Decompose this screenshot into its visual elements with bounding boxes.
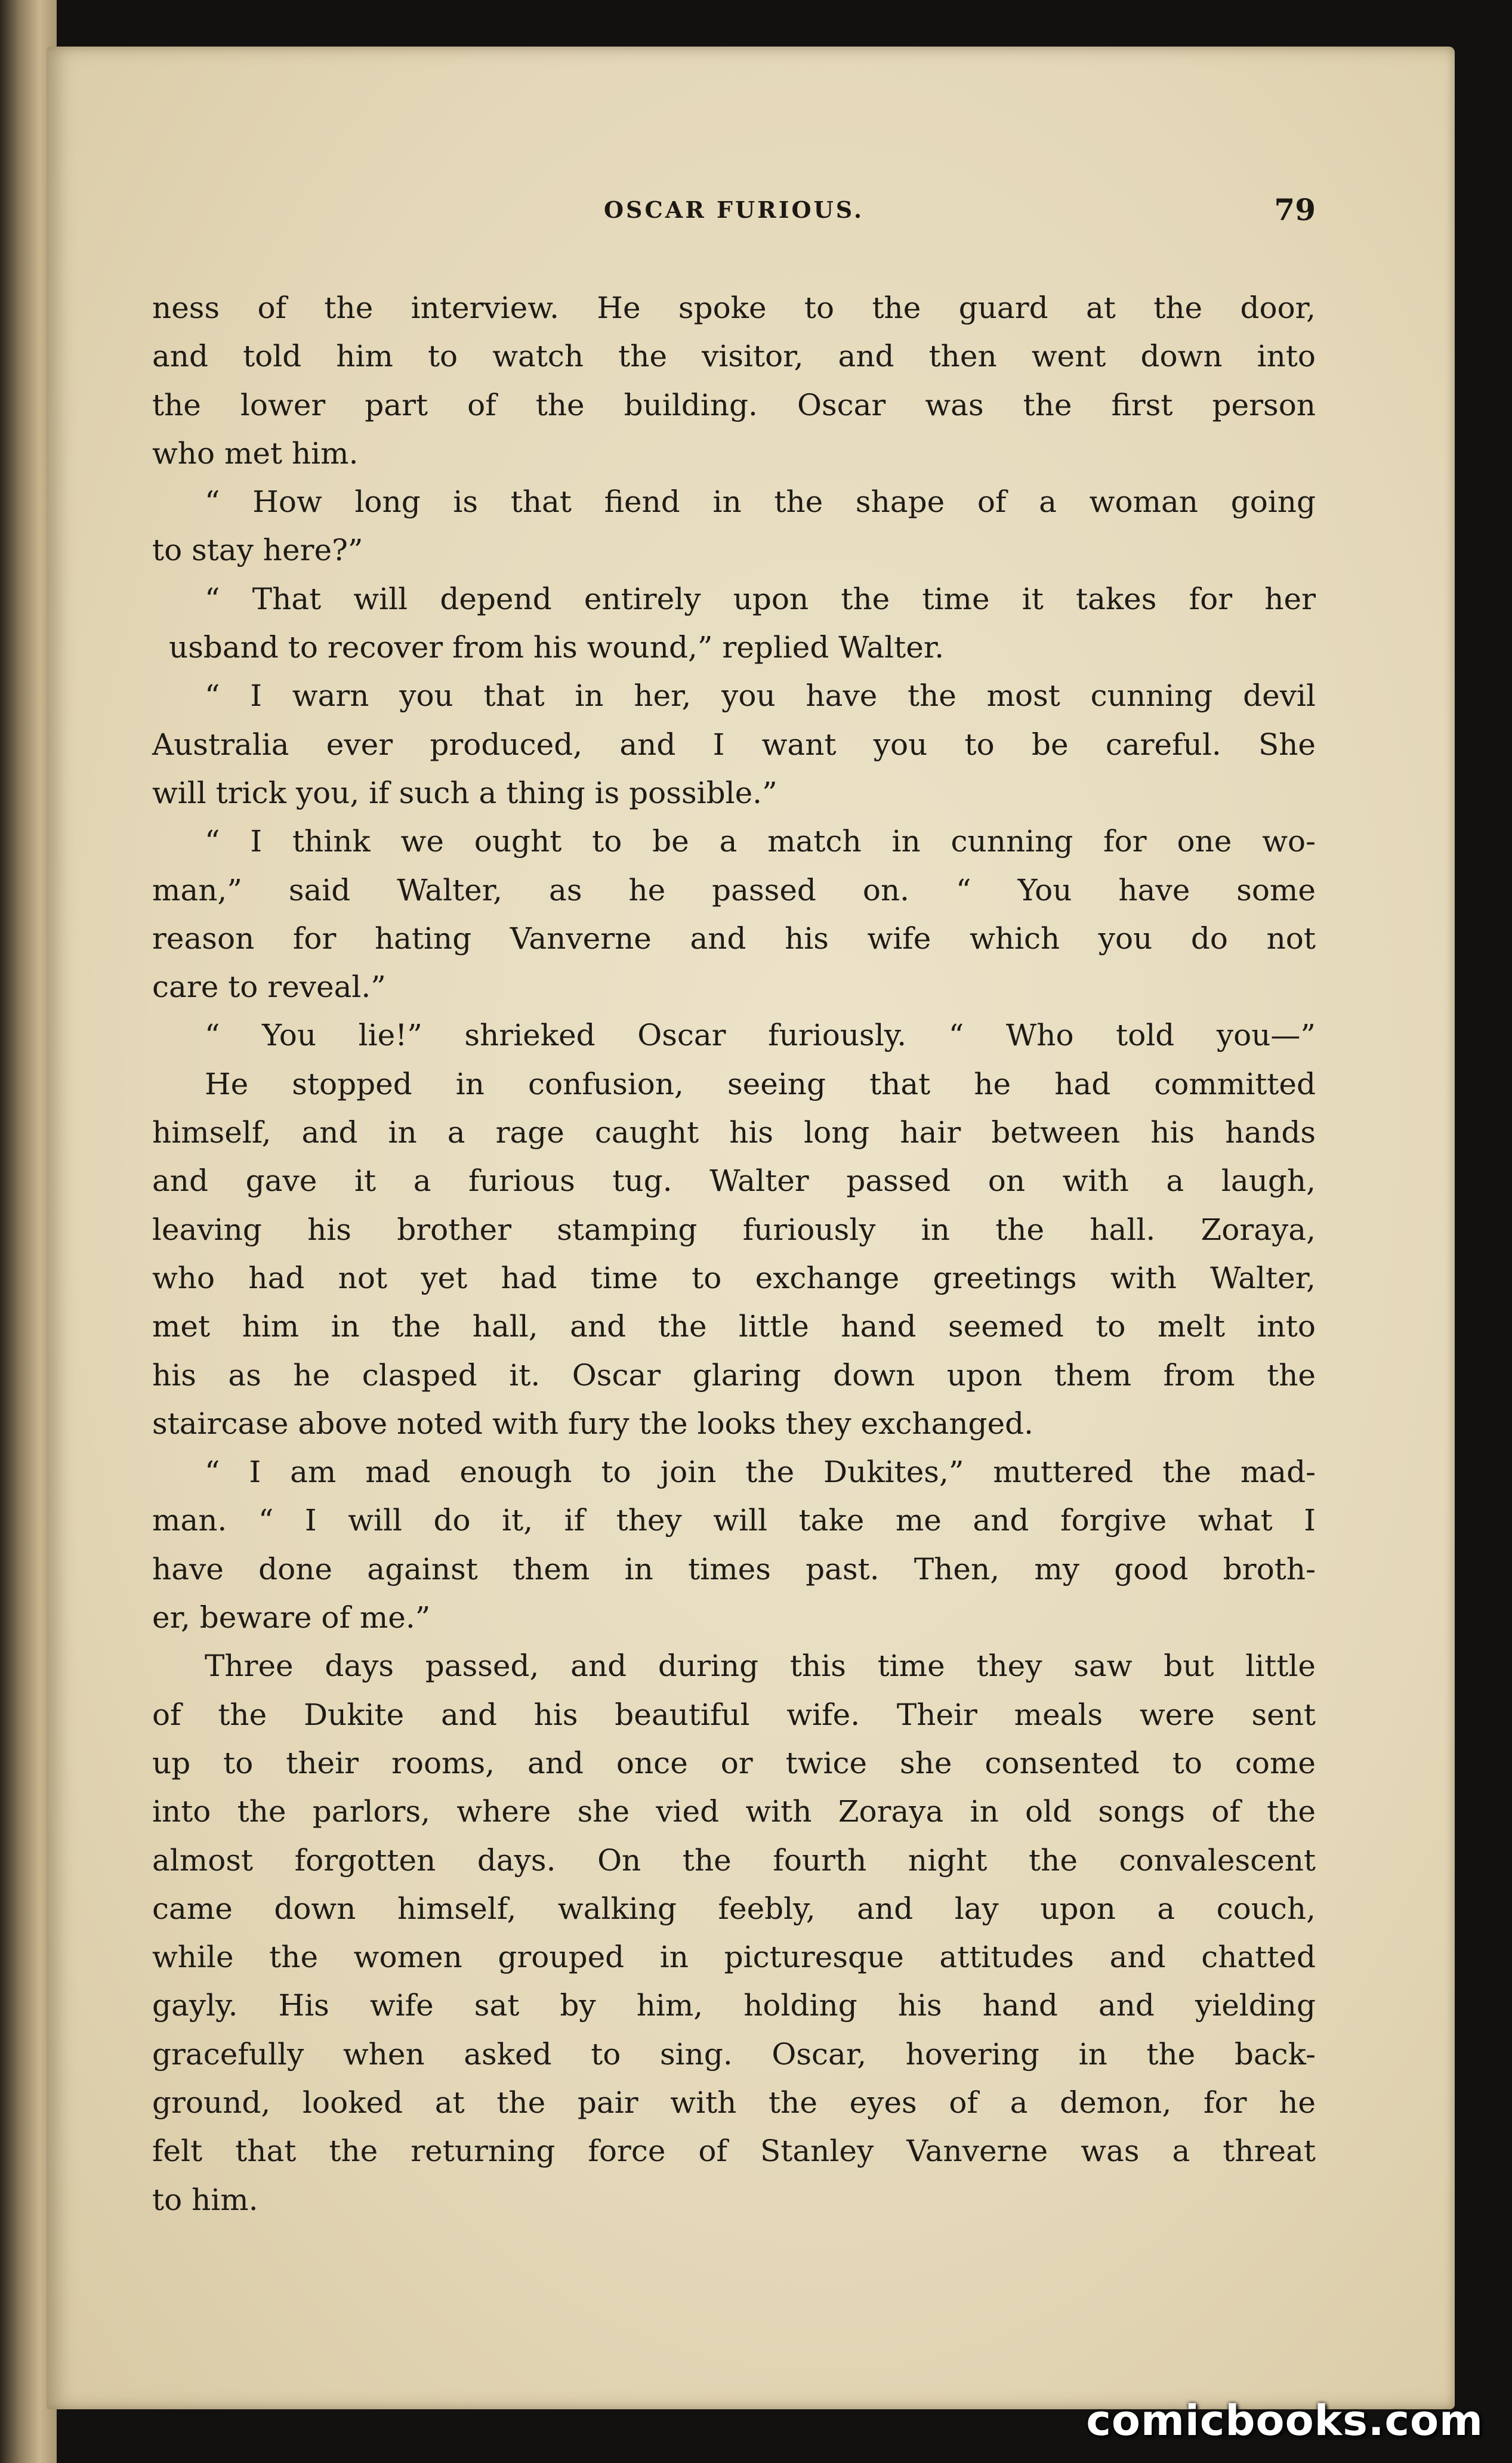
page-body-text [152,284,1316,2224]
text-line: of the Dukite and his beautiful wife. Their meals were sent [152,1697,1316,1732]
text-line: himself, and in a rage caught his long hair between his hands [152,1115,1316,1150]
text-line: man,” said Walter, as he passed on. “ You have some [152,872,1316,908]
text-line: to stay here?” [152,533,363,568]
text-line: “ You lie!” shrieked Oscar furiously. “ Who told you—” [205,1018,1316,1053]
text-line: the lower part of the building. Oscar was the first person [152,387,1316,422]
text-line: while the women grouped in picturesque attitudes and chatted [152,1940,1316,1975]
text-line: leaving his brother stamping furiously in the hall. Zoraya, [152,1212,1316,1247]
text-line: He stopped in confusion, seeing that he had committed [205,1066,1316,1101]
site-watermark: comicbooks.com [1086,2396,1483,2445]
text-line: have done against them in times past. Then, my good broth- [152,1551,1316,1587]
text-line: felt that the returning force of Stanley Vanverne was a threat [152,2134,1316,2169]
running-title: OSCAR FURIOUS. [603,196,865,223]
text-line: will trick you, if such a thing is possible.” [152,775,777,810]
text-line: “ I am mad enough to join the Dukites,” muttered the mad- [205,1455,1316,1490]
text-line: “ How long is that fiend in the shape of a woman going [205,484,1316,520]
text-line: “ I warn you that in her, you have the most cunning devil [205,678,1316,714]
text-line: staircase above noted with fury the looks they exchanged. [152,1406,1034,1441]
text-line: ness of the interview. He spoke to the guard at the door, [152,291,1316,325]
text-line: into the parlors, where she vied with Zoraya in old songs of the [152,1794,1316,1829]
text-line: and told him to watch the visitor, and then went down into [152,339,1316,374]
text-line: “ I think we ought to be a match in cunning for one wo- [205,824,1316,859]
text-line: almost forgotten days. On the fourth night the convalescent [152,1842,1316,1878]
text-line: usband to recover from his wound,” replied Walter. [169,630,945,665]
running-header [152,192,1316,228]
text-line: Three days passed, and during this time they saw but little [205,1649,1316,1684]
text-line: who had not yet had time to exchange greetings with Walter, [152,1260,1316,1295]
text-line: care to reveal.” [152,970,386,1005]
text-line: gracefully when asked to sing. Oscar, hovering in the back- [152,2036,1316,2072]
text-line: man. “ I will do it, if they will take me and forgive what I [152,1503,1316,1538]
text-line: er, beware of me.” [152,1600,431,1635]
text-line: came down himself, walking feebly, and lay upon a couch, [152,1891,1316,1926]
text-line: met him in the hall, and the little hand seemed to melt into [152,1309,1316,1344]
text-line: gayly. His wife sat by him, holding his hand and yielding [152,1988,1316,2023]
text-line: ground, looked at the pair with the eyes of a demon, for he [152,2085,1316,2120]
text-line: his as he clasped it. Oscar glaring down upon them from the [152,1357,1316,1393]
text-line: to him. [152,2182,258,2217]
text-line: and gave it a furious tug. Walter passed on with a laugh, [152,1163,1316,1199]
text-line: “ That will depend entirely upon the time it takes for her [205,581,1316,616]
text-line: who met him. [152,436,359,471]
text-line: reason for hating Vanverne and his wife which you do not [152,921,1316,956]
text-line: Australia ever produced, and I want you to be careful. She [152,727,1316,762]
text-line: up to their rooms, and once or twice she consented to come [152,1745,1316,1780]
page-number: 79 [1274,192,1316,227]
